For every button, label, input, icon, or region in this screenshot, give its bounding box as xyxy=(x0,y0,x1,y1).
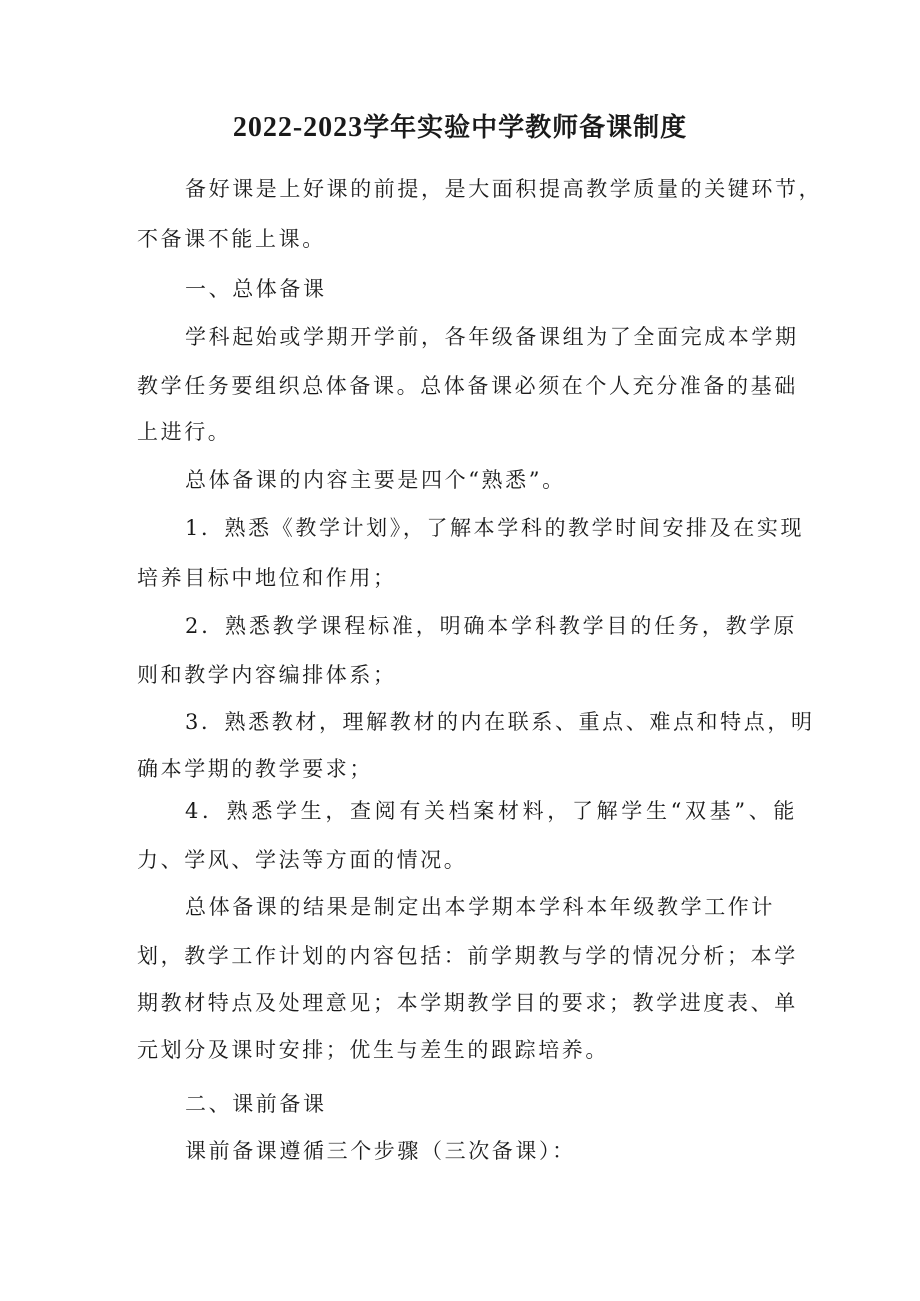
paragraph-intro-line-2: 不备课不能上课。 xyxy=(137,227,326,251)
paragraph-result-line-4: 元划分及课时安排；优生与差生的跟踪培养。 xyxy=(137,1038,609,1062)
list-item-4-line-1: 4．熟悉学生，查阅有关档案材料，了解学生“双基”、能 xyxy=(185,799,797,823)
list-item-3-line-2: 确本学期的教学要求； xyxy=(137,757,373,781)
title-year: 2022-2023 xyxy=(232,112,364,143)
paragraph-overall-line-2: 教学任务要组织总体备课。总体备课必须在个人充分准备的基础 xyxy=(137,374,798,398)
paragraph-pre-class-steps: 课前备课遵循三个步骤（三次备课）： xyxy=(185,1139,576,1163)
paragraph-result-line-2: 划，教学工作计划的内容包括：前学期教与学的情况分析；本学 xyxy=(137,944,798,968)
paragraph-result-line-1: 总体备课的结果是制定出本学期本学科本年级教学工作计 xyxy=(185,895,775,919)
paragraph-overall-line-1: 学科起始或学期开学前，各年级备课组为了全面完成本学期 xyxy=(185,325,799,349)
section-heading-pre-class-prep: 二、课前备课 xyxy=(185,1092,327,1116)
title-text: 学年实验中学教师备课制度 xyxy=(363,113,688,143)
list-item-1-line-2: 培养目标中地位和作用； xyxy=(137,566,397,590)
page-title xyxy=(0,108,920,148)
paragraph-result-line-3: 期教材特点及处理意见；本学期教学目的要求；教学进度表、单 xyxy=(137,991,798,1015)
section-heading-overall-prep: 一、总体备课 xyxy=(185,277,327,301)
paragraph-four-familiar: 总体备课的内容主要是四个“熟悉”。 xyxy=(185,468,566,492)
paragraph-intro-line-1: 备好课是上好课的前提，是大面积提高教学质量的关键环节， xyxy=(185,177,823,201)
list-item-2-line-1: 2．熟悉教学课程标准，明确本学科教学目的任务，教学原 xyxy=(185,614,797,638)
list-item-4-line-2: 力、学风、学法等方面的情况。 xyxy=(137,848,468,872)
list-item-3-line-1: 3．熟悉教材，理解教材的内在联系、重点、难点和特点，明 xyxy=(185,710,815,734)
list-item-2-line-2: 则和教学内容编排体系； xyxy=(137,663,397,687)
paragraph-overall-line-3: 上进行。 xyxy=(137,420,232,444)
list-item-1-line-1: 1．熟悉《教学计划》，了解本学科的教学时间安排及在实现 xyxy=(185,516,805,540)
